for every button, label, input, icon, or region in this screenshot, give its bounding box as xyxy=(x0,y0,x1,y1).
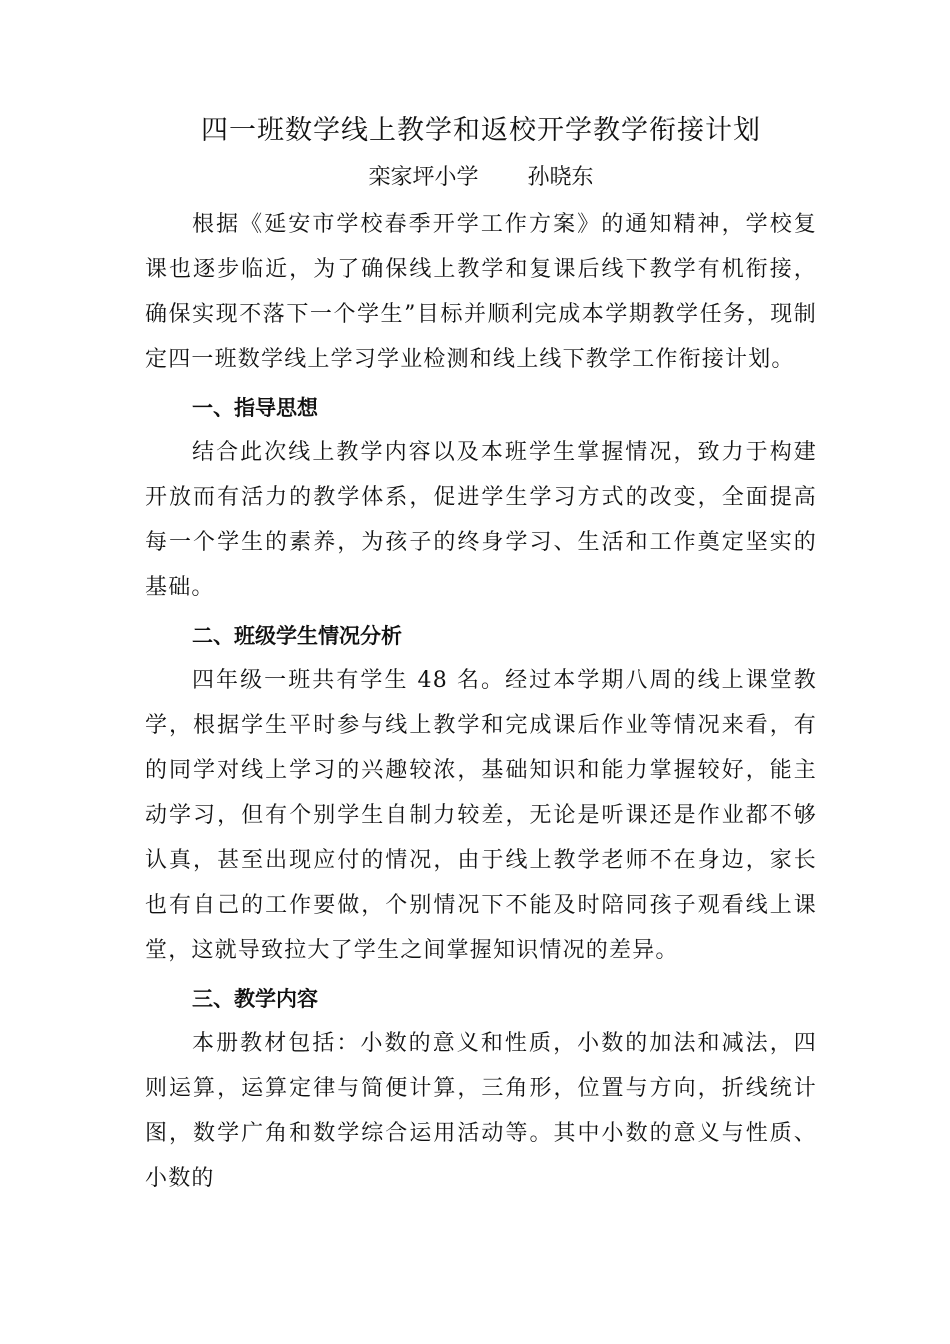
document-title: 四一班数学线上教学和返校开学教学衔接计划 xyxy=(201,115,761,146)
document-page xyxy=(145,108,817,1201)
author-byline: 栾家坪小学 孙晓东 xyxy=(368,165,594,190)
section-heading-teaching-content: 三、教学内容 xyxy=(192,987,318,1011)
section-heading-guiding-ideology: 一、指导思想 xyxy=(192,396,318,420)
section-paragraph-class-analysis: 四年级一班共有学生 48 名。经过本学期八周的线上课堂教学，根据学生平时参与线上教学和完成课后作业等情况来看，有的同学对线上学习的兴趣较浓，基础知识和能力掌握较好，能主动学习，但有个别学生自制力较差，无论是听课还是作业都不够认真，甚至出现应付的情况，由于线上教学老师不在身边，家长也有自己的工作要做，个别情况下不能及时陪同孩子观看线上课堂，这就导致拉大了学生之间掌握知识情况的差异。 xyxy=(145,668,817,963)
section-paragraph-guiding-ideology: 结合此次线上教学内容以及本班学生掌握情况，致力于构建开放而有活力的教学体系，促进学生学习方式的改变，全面提高每一个学生的素养，为孩子的终身学习、生活和工作奠定坚实的基础。 xyxy=(145,440,817,600)
section-heading-class-analysis: 二、班级学生情况分析 xyxy=(192,624,402,648)
intro-paragraph: 根据《延安市学校春季开学工作方案》的通知精神，学校复课也逐步临近，为了确保线上教学和复课后线下教学有机衔接，确保实现不落下一个学生”目标并顺利完成本学期教学任务，现制定四一班数学线上学习学业检测和线上线下教学工作衔接计划。 xyxy=(145,212,817,372)
section-paragraph-teaching-content: 本册教材包括：小数的意义和性质，小数的加法和减法，四则运算，运算定律与简便计算，三角形，位置与方向，折线统计图，数学广角和数学综合运用活动等。其中小数的意义与性质、小数的 xyxy=(145,1031,817,1191)
